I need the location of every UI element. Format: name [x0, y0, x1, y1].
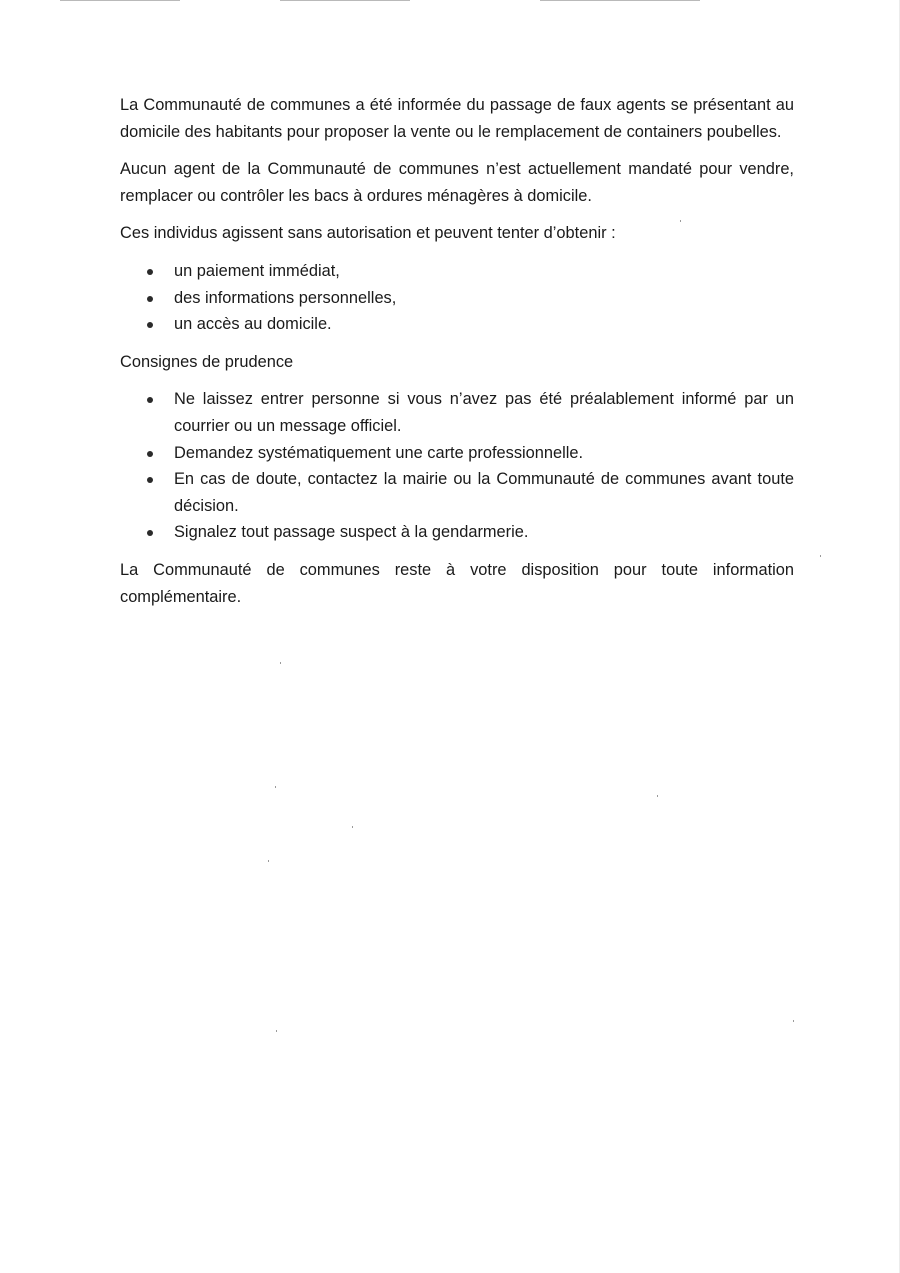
risks-lead-paragraph: Ces individus agissent sans autorisation et peuvent tenter d’obtenir :	[120, 224, 616, 243]
scan-speck	[268, 860, 269, 862]
scan-mark	[280, 0, 410, 1]
list-item	[120, 311, 794, 338]
list-item	[120, 440, 794, 467]
prudence-text: Signalez tout passage suspect à la gendarmerie.	[174, 523, 529, 542]
list-item	[120, 258, 794, 285]
prudence-text: En cas de doute, contactez la mairie ou la Communauté de communes avant toute décision.	[174, 470, 794, 515]
prudence-text: Ne laissez entrer personne si vous n’avez pas été préalablement informé par un courrier ou un message officiel.	[174, 390, 794, 435]
bullet-icon	[147, 397, 153, 403]
list-item	[120, 386, 794, 439]
agents-notice-paragraph: Aucun agent de la Communauté de communes n’est actuellement mandaté pour vendre, remplacer ou contrôler les bacs à ordures ménagères à domicile.	[120, 160, 794, 205]
bullet-icon	[147, 451, 153, 457]
bullet-icon	[147, 530, 153, 536]
list-item	[120, 466, 794, 519]
scan-speck	[275, 786, 276, 788]
list-item	[120, 285, 794, 312]
scan-speck	[276, 1030, 277, 1032]
scan-mark	[540, 0, 700, 1]
scan-mark	[60, 0, 180, 1]
risk-text: un accès au domicile.	[174, 315, 332, 334]
bullet-icon	[147, 477, 153, 483]
scan-speck	[352, 826, 353, 828]
intro-paragraph: La Communauté de communes a été informée du passage de faux agents se présentant au domicile des habitants pour proposer la vente ou le remplacement de containers poubelles.	[120, 96, 794, 141]
scan-speck	[280, 662, 281, 664]
risk-text: un paiement immédiat,	[174, 261, 340, 280]
prudence-heading: Consignes de prudence	[120, 352, 294, 371]
list-item	[120, 519, 794, 546]
scan-speck	[793, 1020, 794, 1022]
prudence-list	[120, 386, 794, 546]
letter-body	[120, 92, 794, 610]
risks-list	[120, 258, 794, 338]
risk-text: des informations personnelles,	[174, 288, 397, 307]
prudence-text: Demandez systématiquement une carte professionnelle.	[174, 443, 584, 462]
scan-speck	[820, 555, 821, 557]
closing-paragraph: La Communauté de communes reste à votre disposition pour toute information complémentaire.	[120, 560, 794, 606]
bullet-icon	[147, 322, 153, 328]
scan-speck	[657, 795, 658, 797]
bullet-icon	[147, 296, 153, 302]
bullet-icon	[147, 269, 153, 275]
